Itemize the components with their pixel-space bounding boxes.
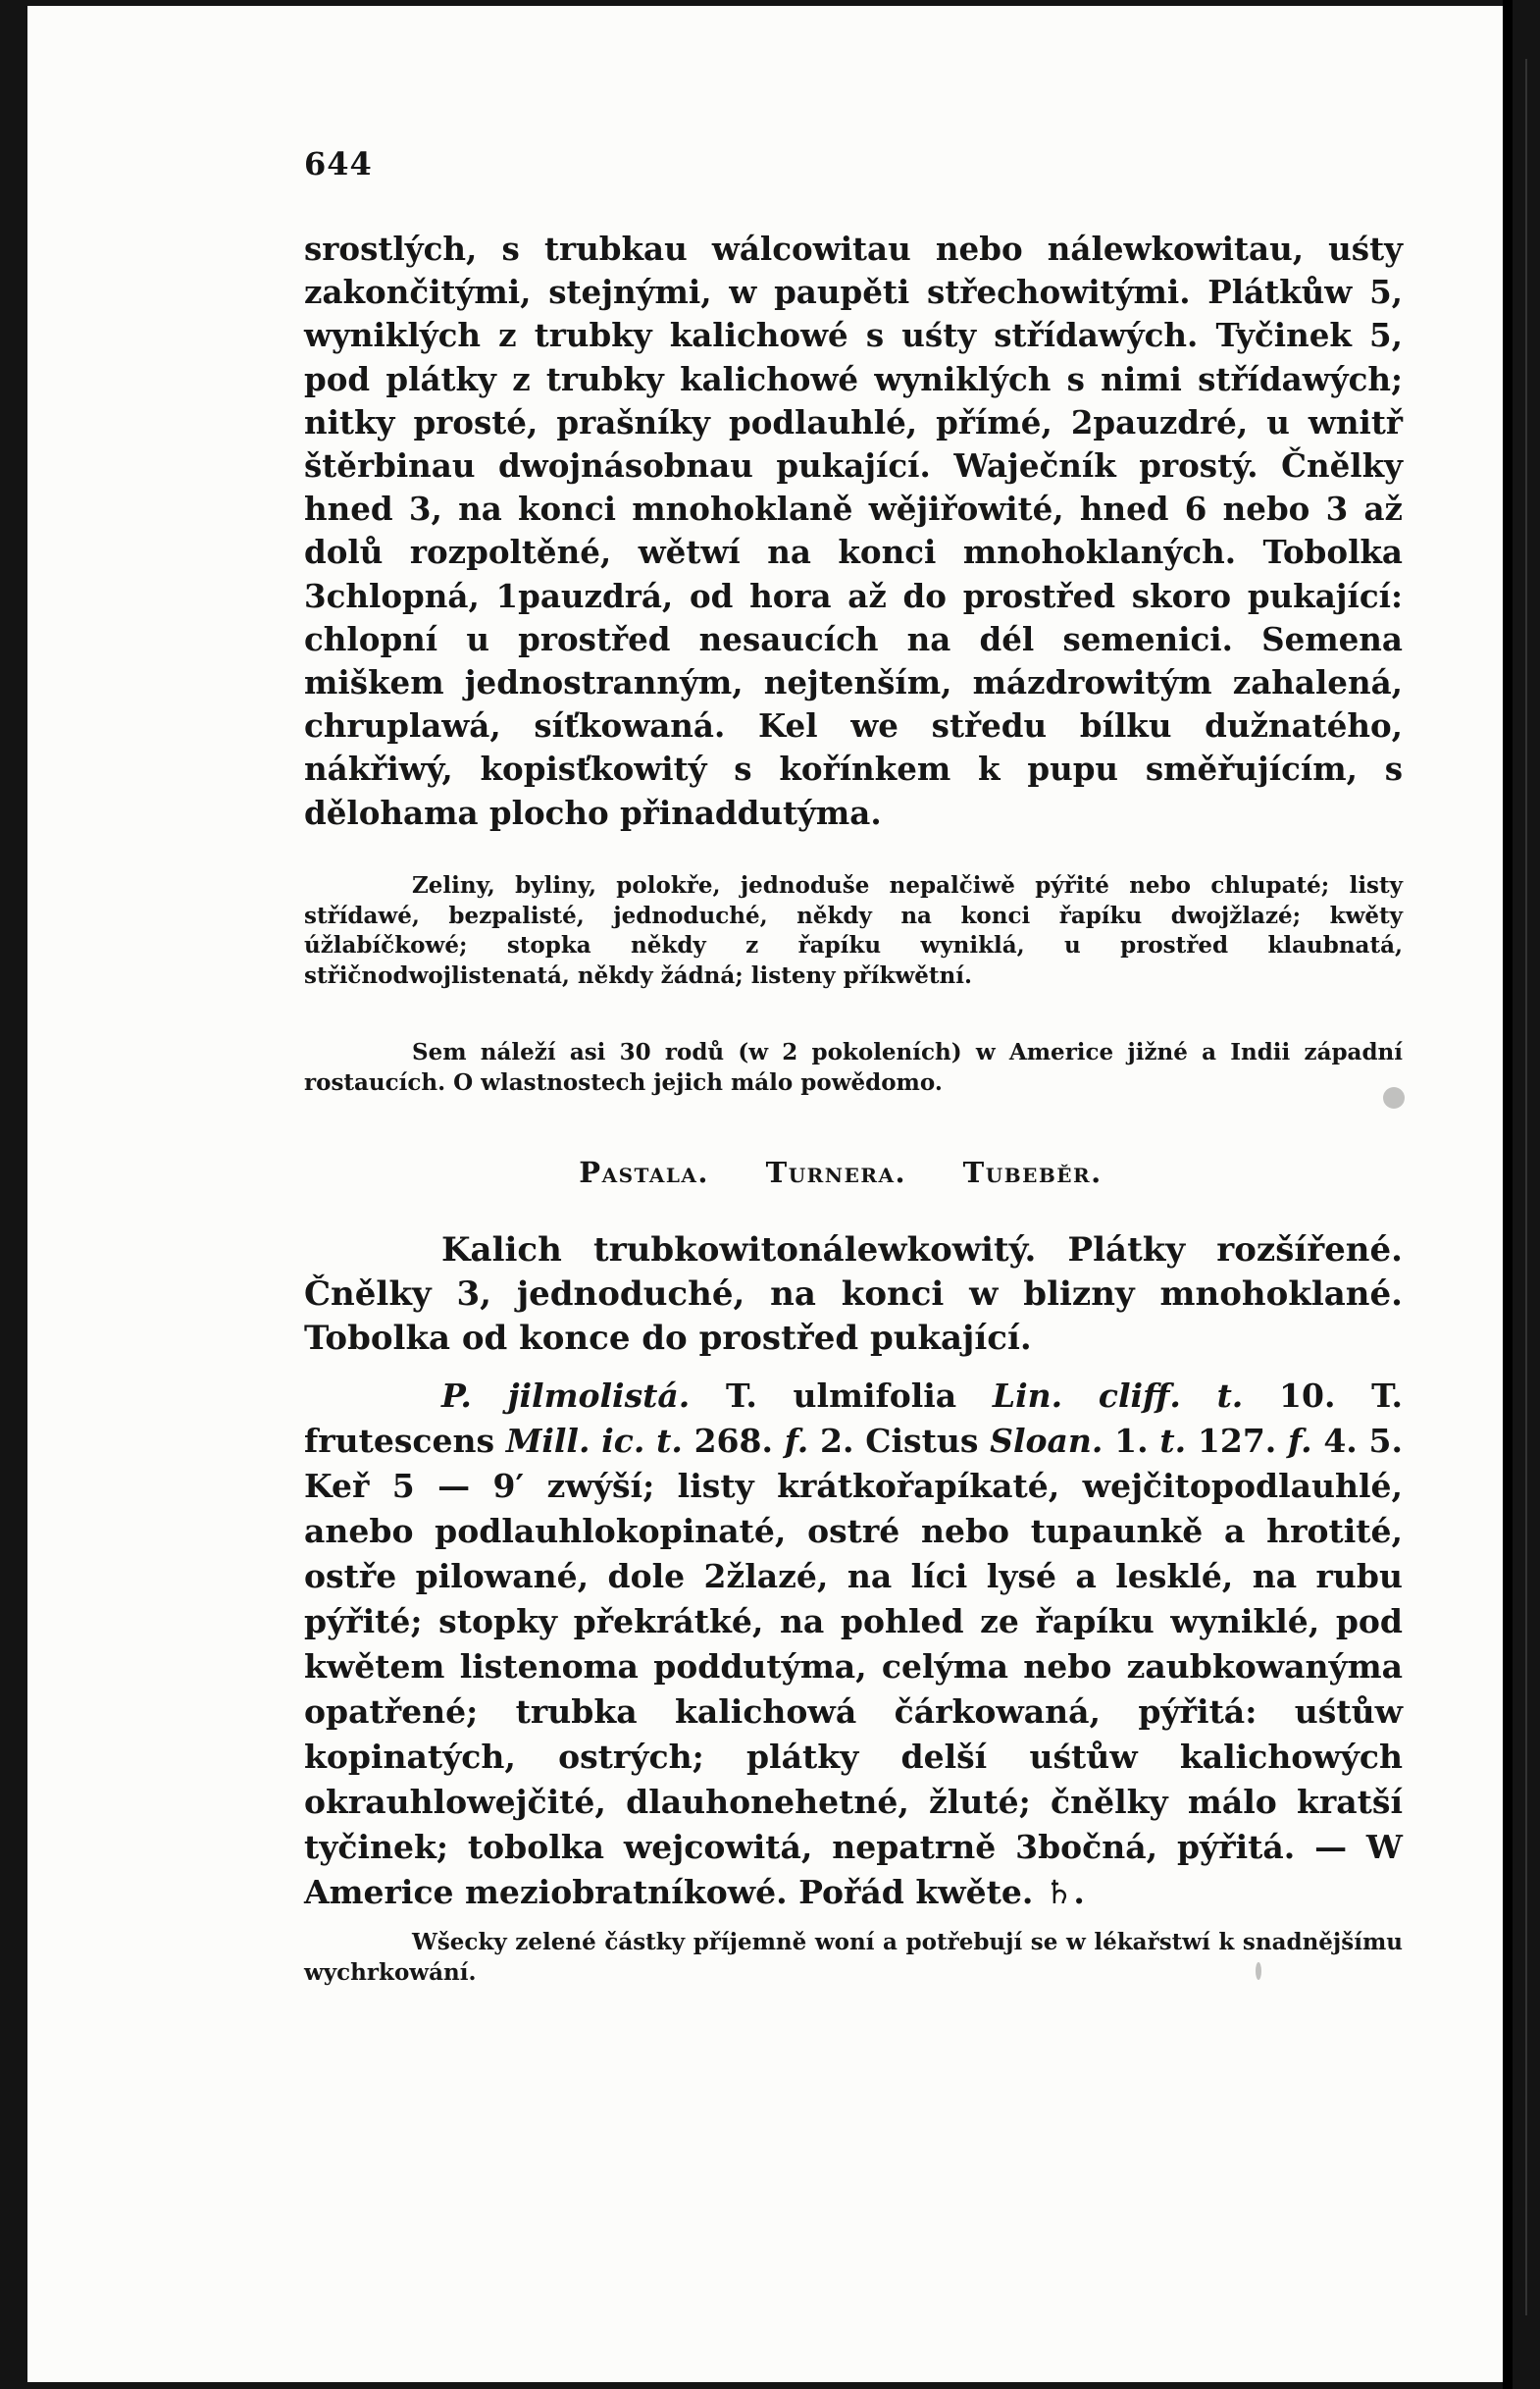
species-name: P. jilmolistá.: [441, 1376, 691, 1415]
ink-speck: [1256, 1962, 1261, 1980]
medicinal-note: Wšecky zelené částky příjemně woní a potřebují se w lékařstwí k snadnějšímu wychrkowání.: [304, 1929, 1403, 1986]
reference-miller: Mill. ic. t.: [505, 1422, 683, 1460]
description-paragraph: srostlých, s trubkau wálcowitau nebo nálewkowitau, uśty zakončitými, stejnými, w paupěti střechowitými. Plátkůw 5, wyniklých z trubky kalichowé s uśty střídawých. Tyčinek 5, pod plátky z trubky kalichowé wyniklých s nimi střídawých; nitky prosté, prašníky podlauhlé, přímé, 2pauzdré, u wnitř štěrbinau dwojnásobnau pukající. Waječník prostý. Čnělky hned 3, na konci mnohoklaně wějiřowité, hned 6 nebo 3 až dolů rozpoltěné, wětwí na konci mnohoklaných. Tobolka 3chlopná, 1pauzdrá, od hora až do prostřed skoro pukající: chlopní u prostřed nesaucích na dél semenici. Semena miškem jednostranným, nejtenším, mázdrowitým zahalená, chruplawá, síťkowaná. Kel we středu bílku dužnatého, nákřiwý, kopisťkowitý s kořínkem k pupu směřujícím, s dělohama plocho přinaddutýma.: [304, 230, 1403, 832]
family-characters-note: Zeliny, byliny, polokře, jednoduše nepalčiwě pýřité nebo chlupaté; listy střídawé, bezpalisté, jednoduché, někdy na konci řapíku dwojžlazé; kwěty úžlabíčkowé; stopka někdy z řapíku wyniklá, u prostřed klaubnatá, střičnodwojlistenatá, někdy žádná; listeny příkwětní.: [304, 872, 1403, 989]
page-edge-line: [1525, 59, 1527, 2315]
species-text: 4. 5. Keř 5 — 9′ zwýší; listy krátkořapíkaté, wejčitopodlauhlé, anebo podlauhlokopinaté, ostré nebo tupaunkě a hrotité, ostře pilowané, dole 2žlazé, na líci lysé a lesklé, na rubu pýřité; stopky překrátké, na pohled ze řapíku wyniklé, pod kwětem listenoma poddutýma, celýma nebo zaubkowanýma opatřené; trubka kalichowá čárkowaná, pýřitá: uśtůw kopinatých, ostrých; plátky delší uśtůw kalichowých okrauhlowejčité, dlauhonehetné, žluté; čnělky málo kratší tyčinek; tobolka wejcowitá, nepatrně 3bočná, pýřitá. — W Americe meziobratníkowé. Pořád kwěte. ♄.: [304, 1422, 1403, 1911]
page-number: 644: [304, 145, 373, 182]
genus-description: Kalich trubkowitonálewkowitý. Plátky rozšířené. Čnělky 3, jednoduché, na konci w blizny mnohoklané. Tobolka od konce do prostřed pukající.: [304, 1230, 1403, 1358]
species-text: 10. T. frutescens: [304, 1376, 1403, 1460]
species-text: 2. Cistus: [808, 1422, 991, 1460]
species-description: [304, 1374, 1403, 1915]
genus-name-tubeber: Tubeběr.: [962, 1156, 1103, 1189]
reference-figure: f.: [1288, 1422, 1312, 1460]
genus-name-pastala: Pastala.: [579, 1156, 710, 1189]
reference-table: t.: [1159, 1422, 1187, 1460]
genus-heading: [304, 1156, 1403, 1189]
species-text: 127.: [1186, 1422, 1289, 1460]
ink-speck: [1383, 1087, 1405, 1109]
page-edge-shadow: [1503, 0, 1513, 2389]
genus-name-turnera: Turnera.: [765, 1156, 907, 1189]
species-text: 268.: [682, 1422, 785, 1460]
reference-sloane: Sloan.: [990, 1422, 1104, 1460]
distribution-note: Sem náleží asi 30 rodů (w 2 pokoleních) w Americe jižné a Indii západní rostaucích. O wlastnostech jejich málo powědomo.: [304, 1039, 1403, 1096]
reference-figure: f.: [784, 1422, 809, 1460]
reference-linnaeus: Lin. cliff. t.: [992, 1376, 1244, 1415]
species-text: 1.: [1103, 1422, 1160, 1460]
species-synonym: T. ulmifolia: [690, 1376, 993, 1415]
